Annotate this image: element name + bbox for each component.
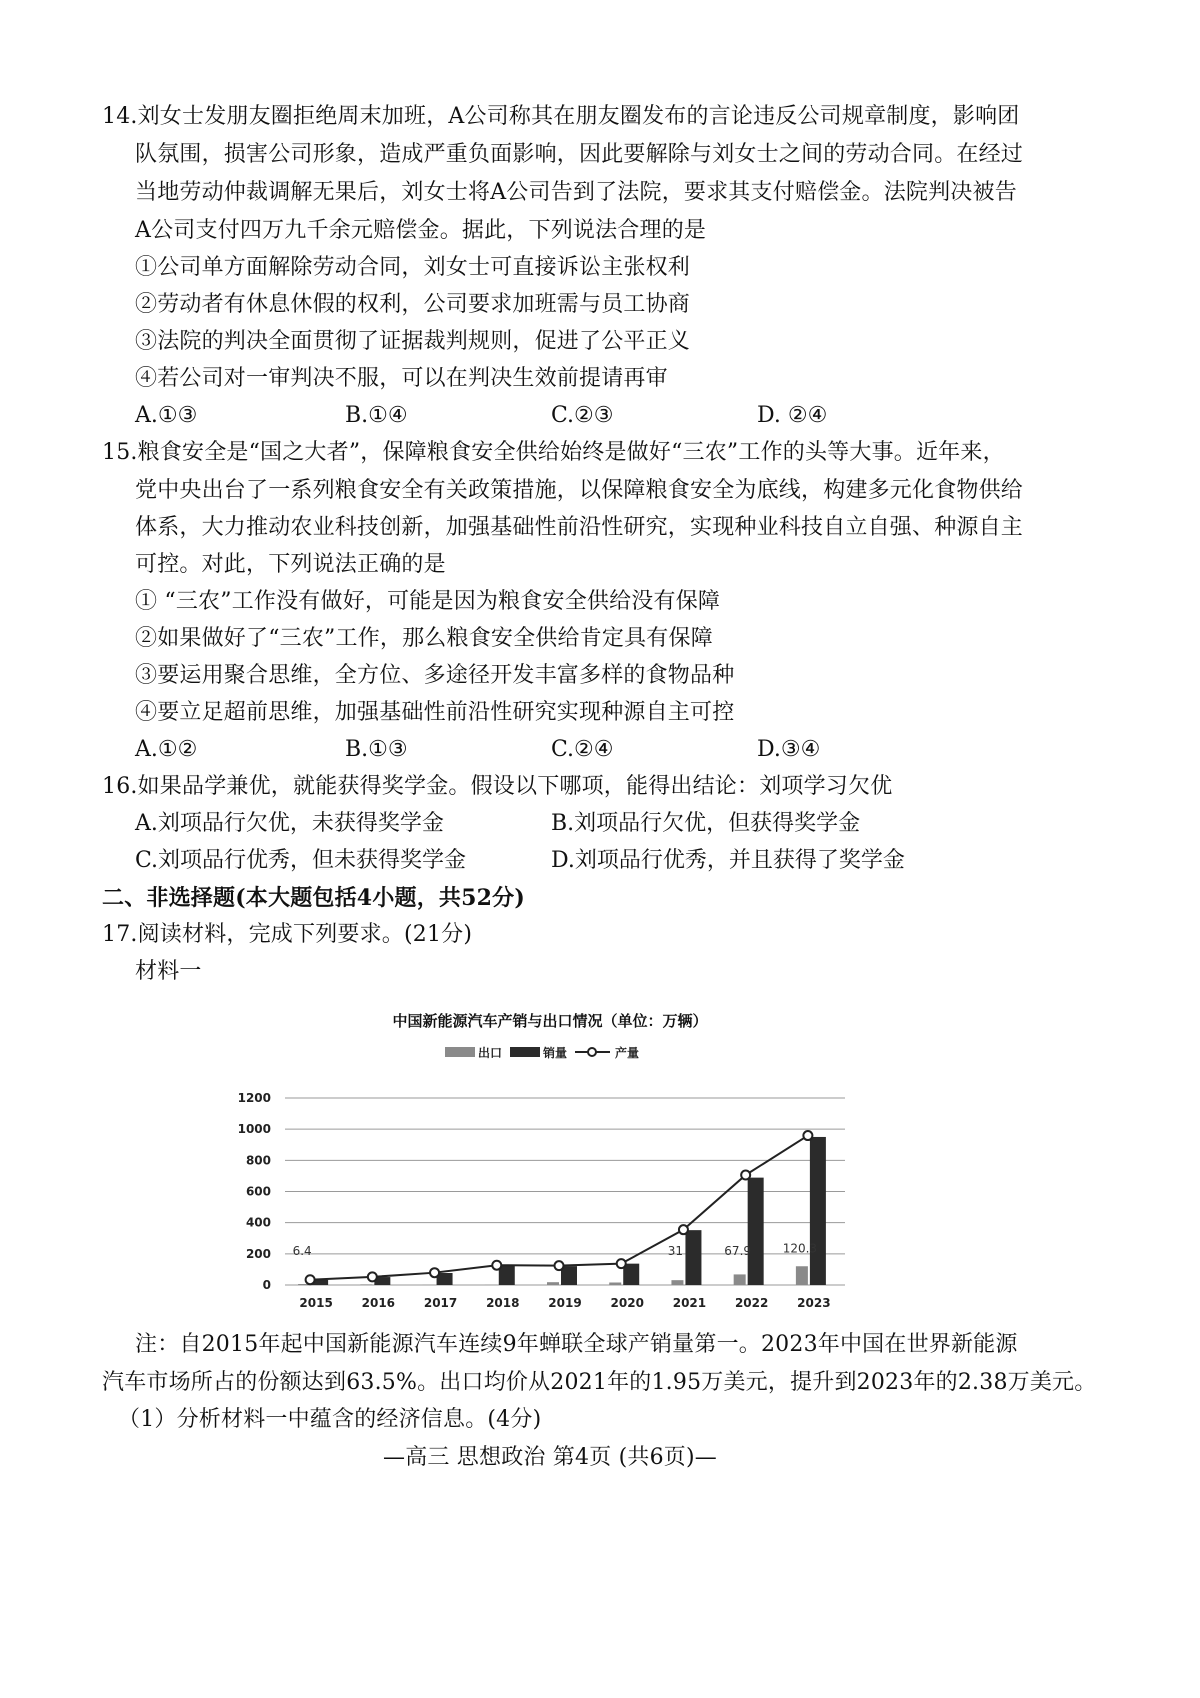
q14-line-3: 当地劳动仲裁调解无果后，刘女士将A公司告到了法院，要求其支付赔偿金。法院判决被告 — [135, 180, 1017, 205]
legend-label-sales: 销量 — [543, 1046, 568, 1060]
q16-option-d: D.刘项品行优秀，并且获得了奖学金 — [551, 848, 905, 873]
q15-option-c: C.②④ — [551, 737, 614, 762]
chart-legend — [440, 1040, 700, 1064]
x-tick-label: 2020 — [610, 1296, 644, 1310]
x-tick-label: 2018 — [486, 1296, 520, 1310]
legend-label-export: 出口 — [478, 1046, 503, 1060]
chart — [230, 1093, 870, 1323]
q16-option-a: A.刘项品行欠优，未获得奖学金 — [135, 811, 444, 836]
q14-option-d: D. ②④ — [757, 403, 828, 428]
section-heading: 二、非选择题(本大题包括4小题，共52分) — [102, 885, 525, 911]
legend-swatch-export — [445, 1047, 475, 1057]
note-line-2: 汽车市场所占的份额达到63.5%。出口均价从2021年的1.95万美元，提升到2023年的2.38万美元。 — [102, 1370, 1097, 1395]
production-point — [555, 1261, 564, 1270]
x-tick-label: 2023 — [797, 1296, 831, 1310]
q15-line-4: 可控。对此，下列说法正确的是 — [135, 552, 446, 577]
production-point — [741, 1170, 750, 1179]
sales-bar — [810, 1137, 826, 1285]
q17-sub1: （1）分析材料一中蕴含的经济信息。(4分) — [118, 1407, 542, 1432]
q14-statement-2: ②劳动者有休息休假的权利，公司要求加班需与员工协商 — [135, 292, 691, 317]
q15-statement-4: ④要立足超前思维，加强基础性前沿性研究实现种源自主可控 — [135, 700, 735, 725]
material-label: 材料一 — [135, 959, 202, 984]
q15-statement-1: ① “三农”工作没有做好，可能是因为粮食安全供给没有保障 — [135, 589, 721, 614]
q15-line-1: 15.粮食安全是“国之大者”，保障粮食安全供给始终是做好“三农”工作的头等大事。近年来， — [102, 440, 1005, 465]
legend-swatch-production-point — [588, 1048, 596, 1056]
page-footer: —高三 思想政治 第4页 (共6页)— — [383, 1445, 717, 1470]
y-tick-label: 1200 — [237, 1093, 271, 1105]
q16-option-b: B.刘项品行欠优，但获得奖学金 — [551, 811, 861, 836]
q14-statement-3: ③法院的判决全面贯彻了证据裁判规则，促进了公平正义 — [135, 329, 691, 354]
export-bar — [360, 1284, 372, 1285]
legend-swatch-sales — [510, 1047, 540, 1057]
export-bar — [547, 1282, 559, 1285]
export-data-label: 6.4 — [292, 1244, 312, 1258]
x-tick-label: 2022 — [734, 1296, 769, 1310]
production-point — [617, 1259, 626, 1268]
q14-line-4: A公司支付四万九千余元赔偿金。据此，下列说法合理的是 — [135, 218, 707, 243]
q14-option-b: B.①④ — [345, 403, 408, 428]
chart-title: 中国新能源汽车产销与出口情况（单位：万辆） — [392, 1012, 708, 1030]
legend-label-production: 产量 — [615, 1046, 640, 1060]
q15-option-a: A.①② — [135, 737, 198, 762]
q14-option-c: C.②③ — [551, 403, 614, 428]
x-tick-label: 2021 — [672, 1296, 707, 1310]
export-data-label: 67.9 — [724, 1244, 752, 1258]
q16-option-c: C.刘项品行优秀，但未获得奖学金 — [135, 848, 467, 873]
q15-statement-3: ③要运用聚合思维，全方位、多途径开发丰富多样的食物品种 — [135, 663, 735, 688]
production-point — [368, 1272, 377, 1281]
x-tick-label: 2015 — [299, 1296, 333, 1310]
production-point — [306, 1275, 315, 1284]
export-bar — [734, 1274, 746, 1285]
export-bar — [796, 1266, 808, 1285]
q14-statement-1: ①公司单方面解除劳动合同，刘女士可直接诉讼主张权利 — [135, 255, 691, 280]
production-point — [679, 1225, 688, 1234]
production-point — [430, 1268, 439, 1277]
x-tick-label: 2017 — [423, 1296, 458, 1310]
sales-bar — [685, 1230, 701, 1285]
export-data-label: 31 — [667, 1244, 684, 1258]
y-tick-label: 1000 — [237, 1122, 271, 1137]
q15-line-2: 党中央出台了一系列粮食安全有关政策措施，以保障粮食安全为底线，构建多元化食物供给 — [135, 478, 1024, 503]
y-tick-label: 800 — [245, 1153, 271, 1168]
q15-statement-2: ②如果做好了“三农”工作，那么粮食安全供给肯定具有保障 — [135, 626, 713, 651]
y-tick-label: 400 — [245, 1215, 271, 1230]
q14-option-a: A.①③ — [135, 403, 198, 428]
production-point — [803, 1131, 812, 1140]
sales-bar — [748, 1178, 764, 1285]
q16-stem: 16.如果品学兼优，就能获得奖学金。假设以下哪项，能得出结论：刘项学习欠优 — [102, 774, 893, 799]
export-bar — [609, 1283, 621, 1285]
production-line — [310, 1136, 808, 1280]
q17-stem: 17.阅读材料，完成下列要求。(21分) — [102, 922, 473, 947]
y-tick-label: 0 — [262, 1278, 271, 1292]
note-line-1: 注：自2015年起中国新能源汽车连续9年蝉联全球产销量第一。2023年中国在世界新能源 — [135, 1332, 1018, 1357]
y-tick-label: 200 — [245, 1246, 271, 1261]
production-point — [492, 1261, 501, 1270]
q14-line-1: 14.刘女士发朋友圈拒绝周末加班，A公司称其在朋友圈发布的言论违反公司规章制度，影响团 — [102, 104, 1020, 129]
y-tick-label: 600 — [245, 1184, 271, 1199]
export-bar — [671, 1280, 683, 1285]
q14-line-2: 队氛围，损害公司形象，造成严重负面影响，因此要解除与刘女士之间的劳动合同。在经过 — [135, 142, 1024, 167]
q15-line-3: 体系，大力推动农业科技创新，加强基础性前沿性研究，实现种业科技自立自强、种源自主 — [135, 515, 1024, 540]
x-tick-label: 2016 — [361, 1296, 396, 1310]
q14-statement-4: ④若公司对一审判决不服，可以在判决生效前提请再审 — [135, 366, 668, 391]
x-tick-label: 2019 — [548, 1296, 582, 1310]
q15-option-d: D.③④ — [757, 737, 821, 762]
q15-option-b: B.①③ — [345, 737, 408, 762]
export-data-label: 120.3 — [782, 1241, 818, 1256]
